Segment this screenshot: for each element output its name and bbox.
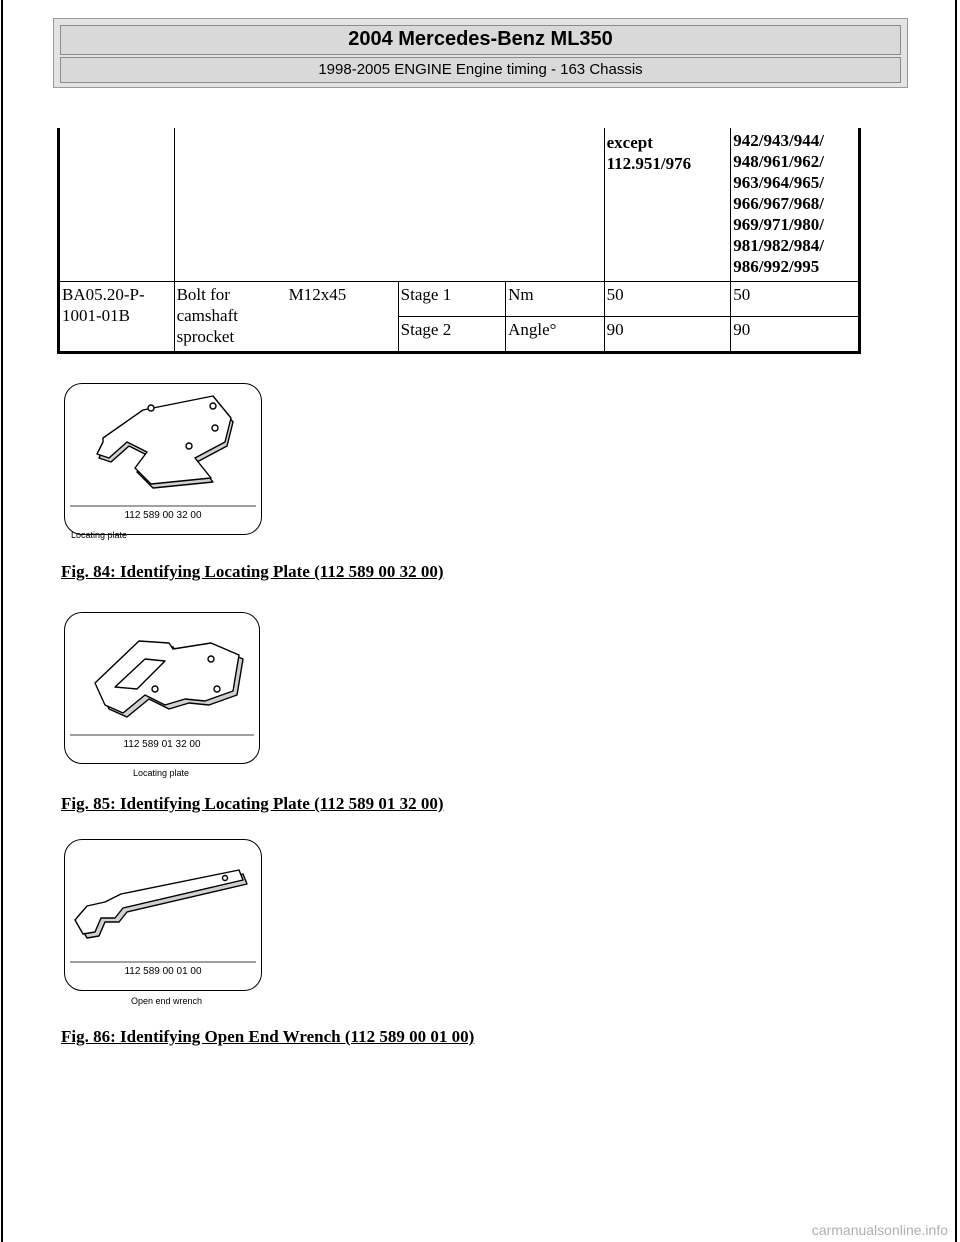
document-title: 2004 Mercedes-Benz ML350: [60, 25, 901, 55]
figure-label: Open end wrench: [131, 996, 203, 1006]
value-cell: 50: [604, 282, 731, 317]
document-header: [53, 18, 908, 88]
torque-spec-table: [57, 128, 861, 354]
size-cell: M12x45: [287, 282, 399, 353]
value-cell: 90: [604, 316, 731, 352]
part-number-label: 112 589 00 01 00: [124, 966, 202, 977]
description-cell: Bolt for camshaft sprocket: [174, 282, 287, 353]
locating-plate-drawing: [65, 384, 261, 512]
stage-cell: Stage 2: [398, 316, 505, 352]
figure-label: Locating plate: [71, 530, 128, 540]
table-row: [59, 282, 860, 317]
value-cell: 90: [731, 316, 860, 352]
reference-cell: BA05.20-P- 1001-01B: [59, 282, 175, 353]
figure-85-image: [64, 612, 260, 778]
unit-cell: Nm: [506, 282, 605, 317]
figure-caption: Fig. 84: Identifying Locating Plate (112 589 00 32 00): [61, 562, 444, 581]
table-row: [59, 128, 860, 282]
document-subtitle: 1998-2005 ENGINE Engine timing - 163 Chassis: [60, 57, 901, 83]
unit-cell: Angle°: [506, 316, 605, 352]
site-watermark: carmanualsonline.info: [811, 1222, 948, 1238]
figure-caption: Fig. 86: Identifying Open End Wrench (112 589 00 01 00): [61, 1027, 475, 1046]
figure-86-image: [64, 839, 262, 1006]
engine-list-cell: 942/943/944/ 948/961/962/ 963/964/965/ 966/967/968/ 969/971/980/ 981/982/984/ 986/992/995: [731, 128, 860, 282]
locating-plate-drawing: [65, 613, 259, 741]
part-number-label: 112 589 00 32 00: [124, 510, 202, 521]
figure-caption: Fig. 85: Identifying Locating Plate (112 589 01 32 00): [61, 794, 444, 813]
open-end-wrench-drawing: [65, 840, 261, 968]
value-cell: 50: [731, 282, 860, 317]
figure-label: Locating plate: [133, 768, 190, 778]
part-number-label: 112 589 01 32 00: [123, 739, 201, 750]
figure-84-image: [64, 383, 262, 540]
except-engines-cell: except 112.951/976: [604, 128, 731, 282]
stage-cell: Stage 1: [398, 282, 505, 317]
